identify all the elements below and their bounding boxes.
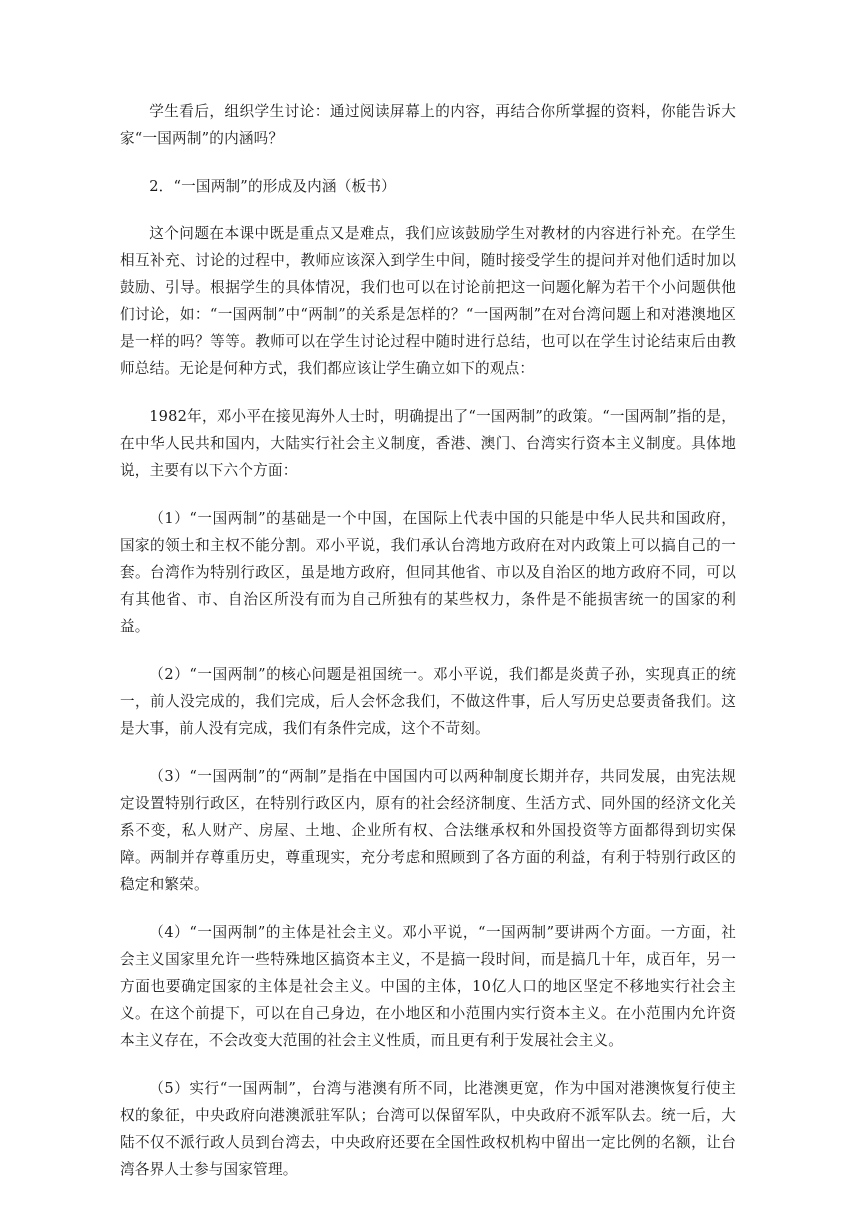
paragraph-intro: 学生看后，组织学生讨论：通过阅读屏幕上的内容，再结合你所掌握的资料，你能告诉大家“一国两制”的内涵吗？	[120, 103, 736, 147]
section-heading: 2．“一国两制”的形成及内涵（板书）	[149, 178, 396, 195]
paragraph-policy-summary: 1982年，邓小平在接见海外人士时，明确提出了“一国两制”的政策。“一国两制”指的是，在中华人民共和国内，大陆实行社会主义制度，香港、澳门、台湾实行资本主义制度。具体地说，主要有以下六个方面：	[120, 408, 736, 479]
paragraph-point-5: （5）实行“一国两制”，台湾与港澳有所不同，比港澳更宽，作为中国对港澳恢复行使主权的象征，中央政府向港澳派驻军队；台湾可以保留军队，中央政府不派军队去。统一后，大陆不仅不派行政人员到台湾去，中央政府还要在全国性政权机构中留出一定比例的名额，让台湾各界人士参与国家管理。	[120, 1080, 736, 1178]
paragraph-teaching-note: 这个问题在本课中既是重点又是难点，我们应该鼓励学生对教材的内容进行补充。在学生相互补充、讨论的过程中，教师应该深入到学生中间，随时接受学生的提问并对他们适时加以鼓励、引导。根据学生的具体情况，我们也可以在讨论前把这一问题化解为若干个小问题供他们讨论，如：“一国两制”中“两制”的关系是怎样的？“一国两制”在对台湾问题上和对港澳地区是一样的吗？等等。教师可以在学生讨论过程中随时进行总结，也可以在学生讨论结束后由教师总结。无论是何种方式，我们都应该让学生确立如下的观点：	[120, 225, 736, 377]
paragraph-point-1: （1）“一国两制”的基础是一个中国，在国际上代表中国的只能是中华人民共和国政府，国家的领土和主权不能分割。邓小平说，我们承认台湾地方政府在对内政策上可以搞自己的一套。台湾作为特别行政区，虽是地方政府，但同其他省、市以及自治区的地方政府不同，可以有其他省、市、自治区所没有而为自己所独有的某些权力，条件是不能损害统一的国家的利益。	[120, 510, 736, 635]
paragraph-point-4: （4）“一国两制”的主体是社会主义。邓小平说，“一国两制”要讲两个方面。一方面，社会主义国家里允许一些特殊地区搞资本主义，不是搞一段时间，而是搞几十年，成百年，另一方面也要确定国家的主体是社会主义。中国的主体，10亿人口的地区坚定不移地实行社会主义。在这个前提下，可以在自己身边，在小地区和小范围内实行资本主义。在小范围内允许资本主义存在，不会改变大范围的社会主义性质，而且更有利于发展社会主义。	[120, 924, 736, 1049]
paragraph-point-2: （2）“一国两制”的核心问题是祖国统一。邓小平说，我们都是炎黄子孙，实现真正的统一，前人没完成的，我们完成，后人会怀念我们，不做这件事，后人写历史总要责备我们。这是大事，前人没有完成，我们有条件完成，这个不苛刻。	[120, 666, 736, 737]
paragraph-point-3: （3）“一国两制”的“两制”是指在中国国内可以两种制度长期并存，共同发展，由宪法规定设置特别行政区，在特别行政区内，原有的社会经济制度、生活方式、同外国的经济文化关系不变，私人财产、房屋、土地、企业所有权、合法继承权和外国投资等方面都得到切实保障。两制并存尊重历史，尊重现实，充分考虑和照顾到了各方面的利益，有利于特别行政区的稳定和繁荣。	[120, 768, 736, 893]
document-body	[120, 98, 736, 1204]
